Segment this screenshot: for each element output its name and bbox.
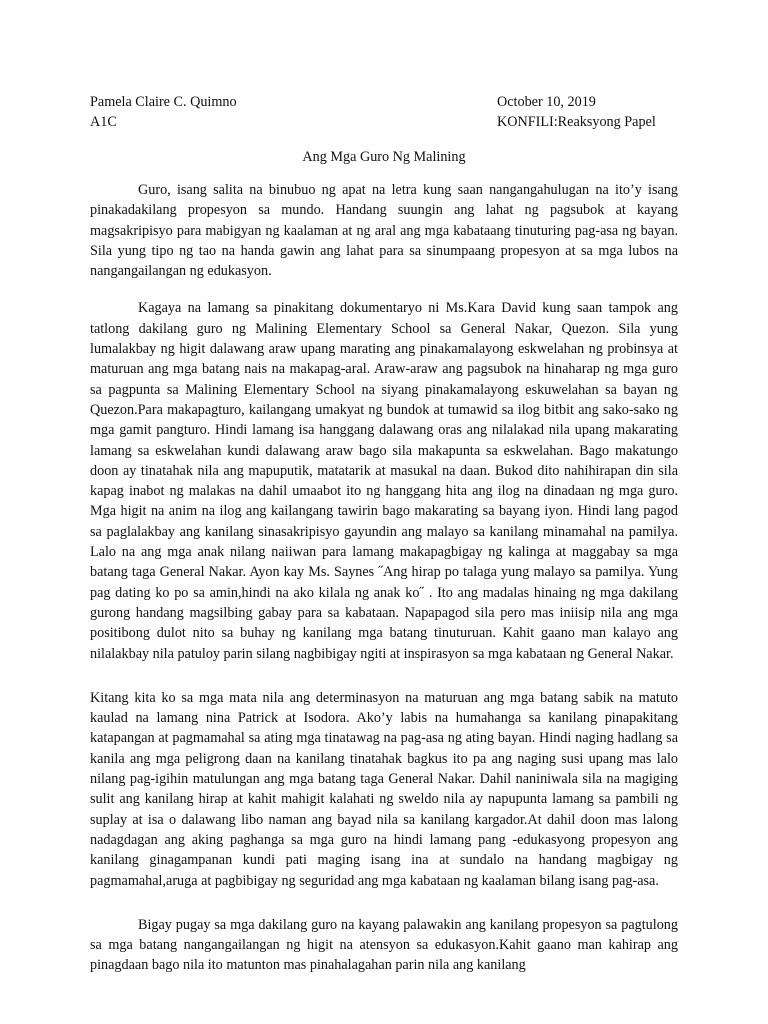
date-subject-block — [497, 92, 656, 132]
paragraph-1: Guro, isang salita na binubuo ng apat na letra kung saan nangangahulugan na ito’y isang pinakadakilang propesyon sa mundo. Handang suungin ang lahat ng pagsubok at kayang magsakripisyo para mabigyan ng kaalaman at ng aral ang mga kabataang tinuturing pag-asa ng bayan. Sila yung tipo ng tao na handa gawin ang lahat para sa sinumpaang propesyon at sa mga lubos na nangangailangan ng edukasyon. — [90, 182, 678, 280]
paragraph-gap — [90, 281, 678, 298]
page-title: Ang Mga Guro Ng Malining — [302, 149, 466, 165]
paragraph-3: Kitang kita ko sa mga mata nila ang determinasyon na maturuan ang mga batang sabik na matuto kaulad na lamang nina Patrick at Isodora. Ako’y labis na humahanga sa kanilang pinapakitang katapangan at pagmamahal sa ating mga tinatawag na pag-asa ng ating bayan. Hindi naging hadlang sa kanila ang mga peligrong daan na kanilang tinatahak bagkus ito pa ang naging susi upang mas lalo nilang pag-igihin matulungan ang mga batang taga General Nakar. Dahil naniniwala sila na magiging sulit ang kanilang hirap at kahit mahigit kalahati ng sweldo nila ay napupunta lamang sa pambili ng suplay at isa o dalawang libo naman ang bayad nila sa kanilang kargador.At dahil doon mas lalong nadagdagan ang aking paghanga sa mga guro na hindi lamang pang -edukasyong propesyon ang kanilang ginagampanan kundi pati maging isang ina at sundalo na handang magbigay ng pagmamahal,aruga at pagbibigay ng seguridad ang mga kabataan ng kaalaman bilang isang pag-asa. — [90, 689, 678, 889]
author-name: Pamela Claire C. Quimno — [90, 94, 237, 110]
paragraph-2: Kagaya na lamang sa pinakitang dokumentaryo ni Ms.Kara David kung saan tampok ang tatlong dakilang guro ng Malining Elementary School sa General Nakar, Quezon. Sila yung lumalakbay ng higit dalawang araw upang marating ang pinakamalayong eskwelahan ng probinsya at maturuan ang mga batang nais na makapag-aral. Araw-araw ang pagsubok na hinaharap ng mga guro sa pagpunta sa Malining Elementary School na siyang pinakamalayong eskuwelahan sa bayan ng Quezon.Para makapagturo, kailangang umakyat ng bundok at tumawid sa ilog bitbit ang sako-sako ng mga gamit pangturo. Hindi lamang isa hanggang dalawang oras ang nilalakad nila upang makarating lamang sa eskwelahan kundi dalawang araw bago sila makapunta sa eskwelahan. Bago makatungo doon ay tinatahak nila ang mapuputik, matatarik at masukal na daan. Bukod dito nahihirapan din sila kapag inabot ng malakas na dahil umaabot ito ng hanggang hita ang ilog na dinadaan ng mga guro. Mga higit na anim na ilog ang kailangang tawirin bago makarating sa bayang iyon. Hindi lang pagod sa paglalakbay ang kanilang sinasakripisyo gayundin ang malayo sa kanilang minamahal na pamilya. Lalo na ang mga anak nilang naiiwan para lamang makapagbigay ng kalinga at maggabay sa mga batang taga General Nakar. Ayon kay Ms. Saynes ˝Ang hirap po talaga yung malayo sa pamilya. Yung pag dating ko po sa amin,hindi na ako kilala ng anak ko˝ . Ito ang madalas hinaing ng mga dakilang gurong handang magsilbing gabay para sa kabataan. Napapagod sila pero mas iniisip nila ang mga positibong dulot nito sa buhay ng kanilang mga batang tinuturuan. Kahit gaano man kalayo ang nilalakbay nila patuloy parin silang nagbibigay ngiti at inspirasyon sa mga kabataan ng General Nakar. — [90, 300, 678, 662]
paragraph-gap — [90, 664, 678, 688]
paragraph-gap — [90, 891, 678, 915]
document-date: October 10, 2019 — [497, 94, 596, 110]
essay-body — [90, 180, 678, 976]
author-section: A1C — [90, 114, 117, 130]
paragraph-4: Bigay pugay sa mga dakilang guro na kayang palawakin ang kanilang propesyon sa pagtulong sa mga batang nangangailangan ng higit na atensyon sa edukasyon.Kahit gaano man kahirap ang pinagdaan bago nila ito matunton mas pinahalagahan parin nila ang kanilang — [90, 916, 678, 974]
author-block — [90, 92, 237, 132]
document-subject: KONFILI:Reaksyong Papel — [497, 114, 656, 130]
